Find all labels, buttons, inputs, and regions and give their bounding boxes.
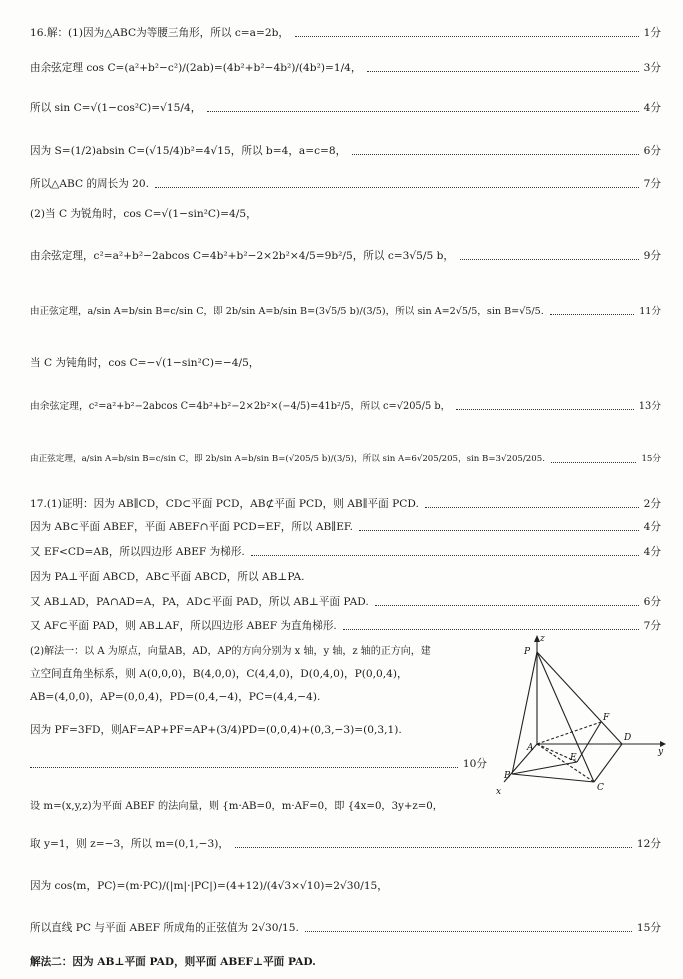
q17-line-16: 解法二：因为 AB⊥平面 PAD，则平面 ABEF⊥平面 PAD. <box>30 956 316 968</box>
q17-line-6: 又 AF⊂平面 PAD，则 AB⊥AF，所以四边形 ABEF 为直角梯形. 7分 <box>30 620 661 632</box>
q16-line-2: 由余弦定理 cos C=(a²+b²−c²)/(2ab)=(4b²+b²−4b²)/(4b²)=1/4， 3分 <box>30 62 661 74</box>
q17-line-14: 因为 cos⟨m，PC⟩=(m·PC)/(|m|·|PC|)=(4+12)/(4√3×√10)=2√30/15， <box>30 880 388 892</box>
label-F: F <box>603 713 610 723</box>
q16-line-8: 由正弦定理，a/sin A=b/sin B=c/sin C，即 2b/sin A=b/sin B=(3√5/5 b)/(3/5)，所以 sin A=2√5/5，sin B=√5/5. 11分 <box>30 306 661 317</box>
q17-line-12: 设 m=(x,y,z)为平面 ABEF 的法向量，则 {m·AB=0，m·AF=0，即 {4x=0，3y+z=0， <box>30 801 443 812</box>
q16-line-6: (2)当 C 为锐角时，cos C=√(1−sin²C)=4/5， <box>30 208 257 220</box>
label-E: E <box>570 753 577 763</box>
label-x: x <box>496 787 502 797</box>
q17-line-4: 因为 PA⊥平面 ABCD，AB⊂平面 ABCD，所以 AB⊥PA. <box>30 571 305 583</box>
edge-CD <box>594 744 622 782</box>
q17-line-7: (2)解法一：以 A 为原点，向量AB，AD，AP的方向分别为 x 轴，y 轴，z 轴的正方向，建 <box>30 646 431 657</box>
q17-line-8: 立空间直角坐标系，则 A(0,0,0)，B(4,0,0)，C(4,4,0)，D(0,4,0)，P(0,0,4)， <box>30 668 408 680</box>
q16-line-5: 所以△ABC 的周长为 20. 7分 <box>30 178 661 190</box>
edge-PC <box>537 652 594 782</box>
label-B: B <box>504 771 511 781</box>
q17-line-11: 10分 <box>30 758 487 771</box>
q17-line-9: AB=(4,0,0)，AP=(0,0,4)，PD=(0,4,−4)，PC=(4,4,−4). <box>30 691 321 703</box>
edge-PB <box>512 652 537 774</box>
q17-line-13: 取 y=1，则 z=−3，所以 m=(0,1,−3)， 12分 <box>30 838 661 850</box>
q17-line-3: 又 EF<CD=AB，所以四边形 ABEF 为梯形. 4分 <box>30 546 661 558</box>
q17-line-1: 17.(1)证明：因为 AB∥CD，CD⊂平面 PCD，AB⊄平面 PCD，则 AB∥平面 PCD. 2分 <box>30 498 661 510</box>
pyramid-figure <box>494 632 670 807</box>
label-z: z <box>540 634 545 644</box>
label-y: y <box>658 747 664 757</box>
q17-line-15: 所以直线 PC 与平面 ABEF 所成角的正弦值为 2√30/15. 15分 <box>30 922 661 934</box>
q17-line-2: 因为 AB⊂平面 ABEF，平面 ABEF∩平面 PCD=EF，所以 AB∥EF. 4分 <box>30 521 661 533</box>
label-D: D <box>624 733 632 743</box>
q17-line-5: 又 AB⊥AD，PA∩AD=A，PA，AD⊂平面 PAD，所以 AB⊥平面 PAD. 6分 <box>30 596 661 608</box>
label-A: A <box>527 743 534 753</box>
q16-line-10: 由余弦定理，c²=a²+b²−2abcos C=4b²+b²−2×2b²×(−4/5)=41b²/5，所以 c=√205/5 b， 13分 <box>30 401 661 412</box>
q16-line-3: 所以 sin C=√(1−cos²C)=√15/4， 4分 <box>30 102 661 114</box>
q16-line-7: 由余弦定理，c²=a²+b²−2abcos C=4b²+b²−2×2b²×4/5=9b²/5，所以 c=3√5/5 b， 9分 <box>30 250 661 262</box>
q16-line-11: 由正弦定理，a/sin A=b/sin B=c/sin C，即 2b/sin A=b/sin B=(√205/5 b)/(3/5)，所以 sin A=6√205/205，sin B=3√205/205. 15分 <box>30 454 661 464</box>
q17-line-10: 因为 PF=3FD，则AF=AP+PF=AP+(3/4)PD=(0,0,4)+(0,3,−3)=(0,3,1). <box>30 724 402 736</box>
edge-BC <box>512 774 594 782</box>
edge-EF <box>577 722 601 762</box>
q16-line-9: 当 C 为钝角时，cos C=−√(1−sin²C)=−4/5， <box>30 357 260 369</box>
q16-line-1: 16.解：(1)因为△ABC为等腰三角形，所以 c=a=2b， 1分 <box>30 27 661 39</box>
edge-PD <box>537 652 622 744</box>
label-C: C <box>597 783 604 793</box>
q16-line-4: 因为 S=(1/2)absin C=(√15/4)b²=4√15，所以 b=4，a=c=8， 6分 <box>30 145 661 157</box>
label-P: P <box>524 647 531 657</box>
